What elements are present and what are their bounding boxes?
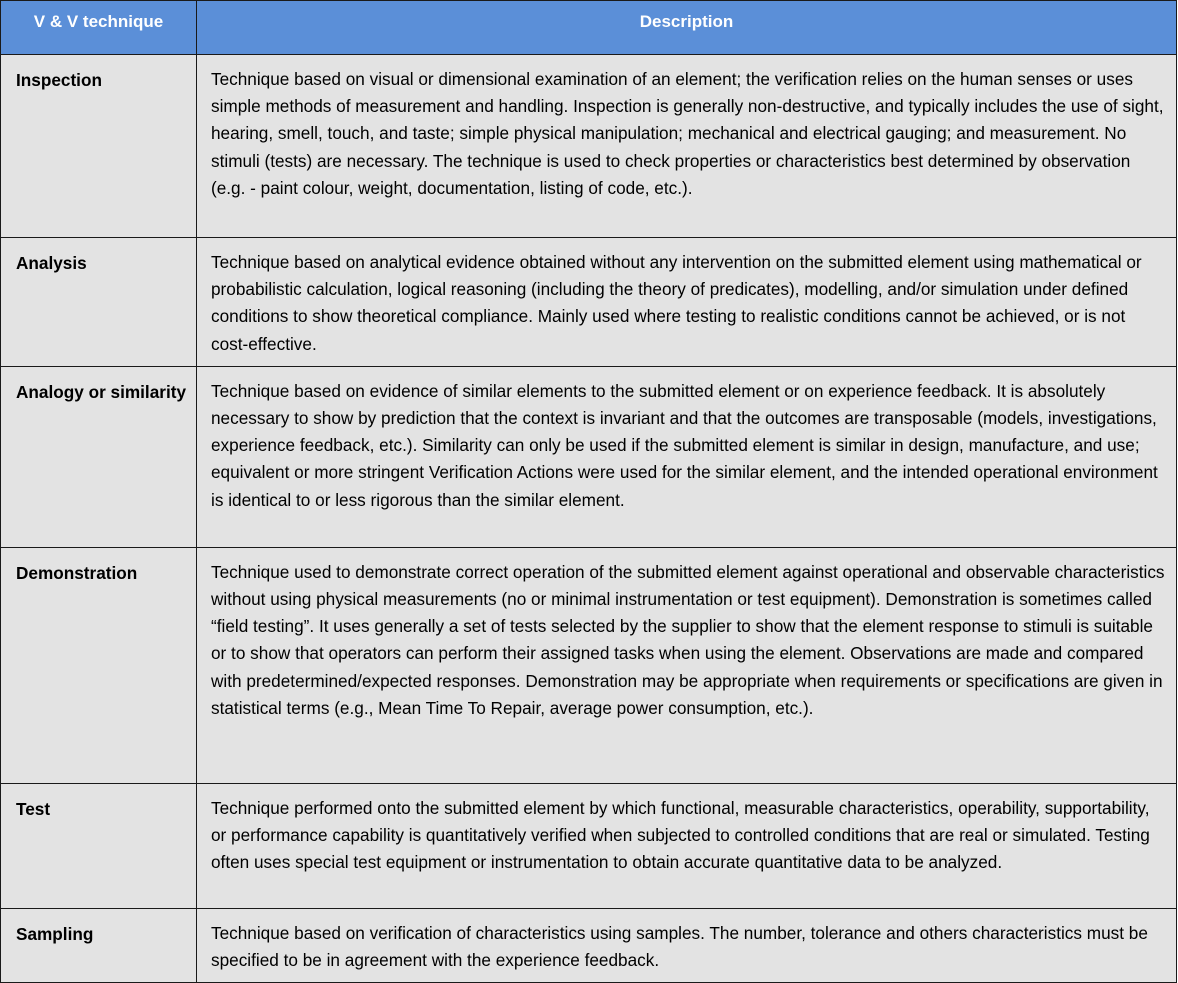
technique-name: Test <box>1 783 197 908</box>
technique-description: Technique used to demonstrate correct operation of the submitted element against operational and observable characteristics without using physical measurements (no or minimal instrumentation or test equipment). Demonstration is sometimes called “field testing”. It uses generally a set of tests selected by the supplier to show that the element response to stimuli is suitable or to show that operators can perform their assigned tasks when using the element. Observations are made and compared with predetermined/expected responses. Demonstration may be appropriate when requirements or specifications are given in statistical terms (e.g., Mean Time To Repair, average power consumption, etc.). <box>197 547 1177 783</box>
technique-name: Analysis <box>1 238 197 367</box>
table-row-analysis <box>1 238 1177 367</box>
table-row-analogy-or-similarity <box>1 366 1177 547</box>
technique-name: Demonstration <box>1 547 197 783</box>
technique-name: Analogy or similarity <box>1 366 197 547</box>
technique-description: Technique based on evidence of similar elements to the submitted element or on experience feedback. It is absolutely necessary to show by prediction that the context is invariant and that the outcomes are transposable (models, investigations, experience feedback, etc.). Similarity can only be used if the submitted element is similar in design, manufacture, and use; equivalent or more stringent Verification Actions were used for the similar element, and the intended operational environment is identical to or less rigorous than the similar element. <box>197 366 1177 547</box>
table-header <box>1 1 1177 55</box>
technique-description: Technique based on visual or dimensional examination of an element; the verification relies on the human senses or uses simple methods of measurement and handling. Inspection is generally non-destructive, and typically includes the use of sight, hearing, smell, touch, and taste; simple physical manipulation; mechanical and electrical gauging; and measurement. No stimuli (tests) are necessary. The technique is used to check properties or characteristics best determined by observation (e.g. - paint colour, weight, documentation, listing of code, etc.). <box>197 55 1177 238</box>
table-row-test <box>1 783 1177 908</box>
column-header-description: Description <box>197 1 1177 55</box>
technique-description: Technique performed onto the submitted element by which functional, measurable characteristics, operability, supportability, or performance capability is quantitatively verified when subjected to controlled conditions that are real or simulated. Testing often uses special test equipment or instrumentation to obtain accurate quantitative data to be analyzed. <box>197 783 1177 908</box>
table-row-demonstration <box>1 547 1177 783</box>
table-body <box>1 55 1177 983</box>
technique-description: Technique based on analytical evidence obtained without any intervention on the submitted element using mathematical or probabilistic calculation, logical reasoning (including the theory of predicates), modelling, and/or simulation under defined conditions to show theoretical compliance. Mainly used where testing to realistic conditions cannot be achieved, or is not cost-effective. <box>197 238 1177 367</box>
table-row-sampling <box>1 908 1177 982</box>
technique-description: Technique based on verification of characteristics using samples. The number, tolerance and others characteristics must be specified to be in agreement with the experience feedback. <box>197 908 1177 982</box>
technique-name: Sampling <box>1 908 197 982</box>
technique-name: Inspection <box>1 55 197 238</box>
table-row-inspection <box>1 55 1177 238</box>
column-header-technique: V & V technique <box>1 1 197 55</box>
header-row <box>1 1 1177 55</box>
